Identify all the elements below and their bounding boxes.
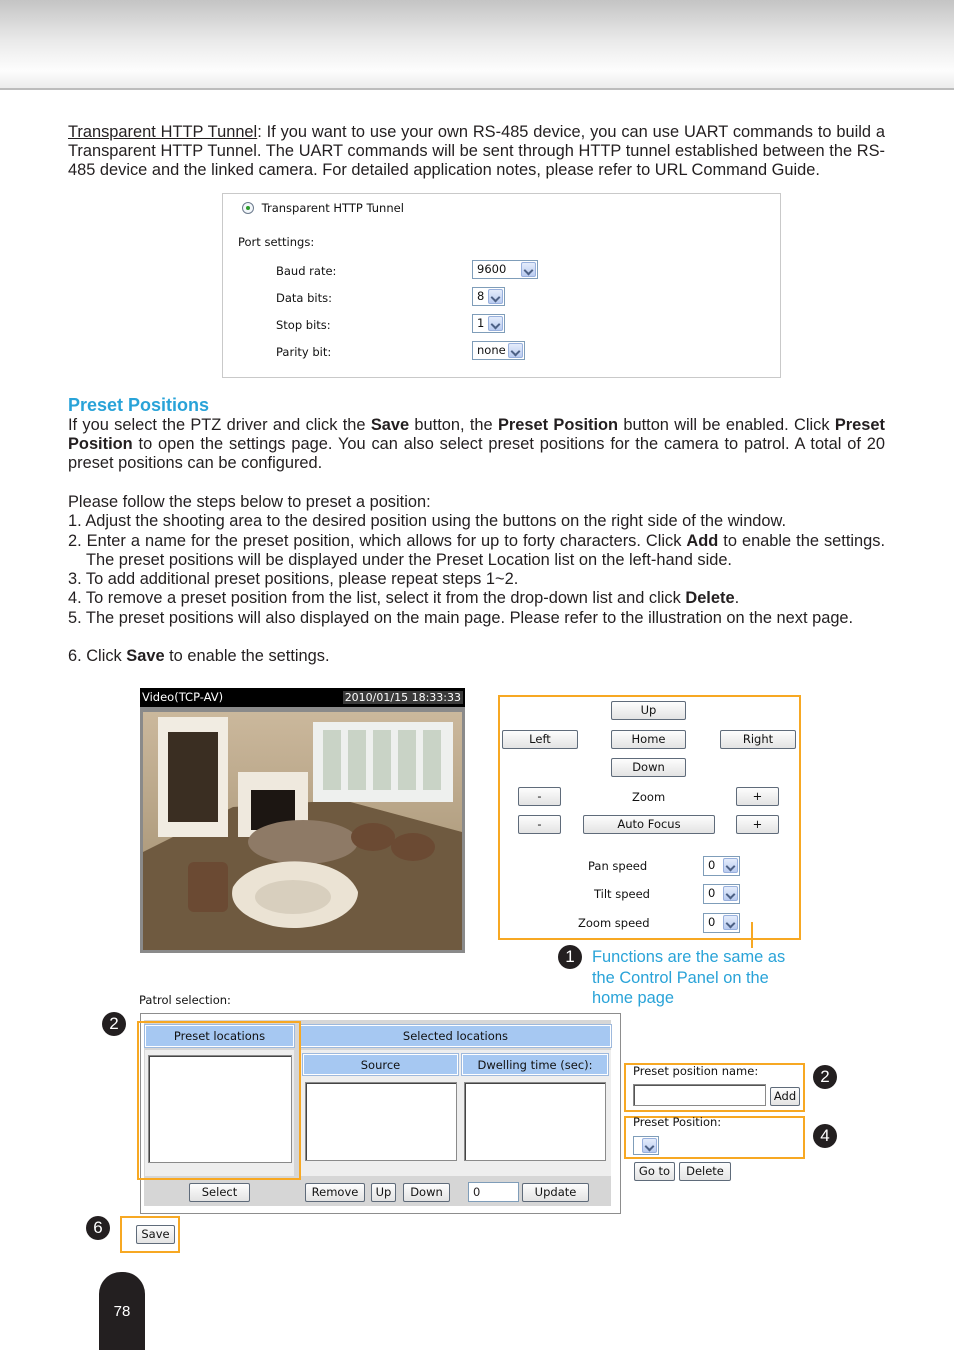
step-2: 2. Enter a name for the preset position, which allows for up to forty characters. Click Add to enable the settings. The preset positions will be displayed under the Preset Location list on the left-hand side.	[68, 532, 885, 570]
chevron-down-icon	[508, 343, 523, 358]
pan-speed-label: Pan speed	[588, 859, 648, 873]
page-header-band	[0, 0, 954, 90]
zoom-in-button[interactable]: +	[736, 787, 779, 806]
preset-name-input[interactable]	[633, 1084, 766, 1106]
remove-button[interactable]: Remove	[305, 1183, 365, 1202]
pan-right-button[interactable]: Right	[720, 730, 796, 749]
pan-up-button[interactable]: Up	[611, 701, 686, 720]
patrol-selection-label: Patrol selection:	[139, 993, 231, 1007]
chevron-down-icon	[723, 858, 738, 873]
auto-focus-button[interactable]: Auto Focus	[583, 815, 715, 834]
preset-locations-highlight	[137, 1021, 301, 1180]
parity-bit-select[interactable]: none	[472, 341, 525, 360]
zoom-speed-select[interactable]: 0	[703, 913, 740, 933]
preset-position-select[interactable]	[633, 1136, 659, 1155]
pan-speed-select[interactable]: 0	[703, 856, 740, 876]
focus-near-button[interactable]: -	[518, 815, 561, 834]
steps-intro: Please follow the steps below to preset a position:	[68, 493, 431, 511]
radio-icon[interactable]	[242, 202, 254, 214]
chevron-down-icon	[521, 262, 536, 277]
callout-number-2-left: 2	[102, 1012, 126, 1036]
callout-leader-line	[751, 922, 753, 948]
select-button[interactable]: Select	[189, 1183, 250, 1202]
home-button[interactable]: Home	[611, 730, 686, 749]
callout-number-2-right: 2	[813, 1065, 837, 1089]
tilt-speed-label: Tilt speed	[594, 887, 650, 901]
dwell-time-input[interactable]: 0	[468, 1182, 519, 1202]
source-list[interactable]	[305, 1082, 457, 1161]
camera-view-image	[143, 712, 462, 950]
dwelling-header: Dwelling time (sec):	[462, 1054, 608, 1075]
parity-bit-label: Parity bit:	[276, 345, 332, 359]
goto-button[interactable]: Go to	[634, 1162, 675, 1181]
delete-button[interactable]: Delete	[679, 1162, 731, 1181]
preset-name-label: Preset position name:	[633, 1064, 759, 1078]
tilt-speed-select[interactable]: 0	[703, 884, 740, 904]
chevron-down-icon	[723, 886, 738, 901]
move-up-button[interactable]: Up	[371, 1183, 396, 1202]
focus-far-button[interactable]: +	[736, 815, 779, 834]
step-6: 6. Click Save to enable the settings.	[68, 647, 330, 665]
video-panel	[140, 688, 465, 953]
tunnel-panel	[222, 193, 781, 378]
preset-locations-header: Preset locations	[145, 1025, 294, 1047]
page-number: 78	[113, 1303, 131, 1320]
zoom-label: Zoom	[632, 790, 666, 804]
chevron-down-icon	[488, 316, 503, 331]
update-button[interactable]: Update	[522, 1183, 589, 1202]
zoom-out-button[interactable]: -	[518, 787, 561, 806]
video-title-bar	[140, 688, 465, 707]
stop-bits-select[interactable]: 1	[472, 314, 505, 333]
data-bits-label: Data bits:	[276, 291, 332, 305]
section-heading: Preset Positions	[68, 395, 210, 415]
pan-left-button[interactable]: Left	[502, 730, 578, 749]
step-1: 1. Adjust the shooting area to the desired position using the buttons on the right side of the window.	[68, 512, 787, 530]
callout-number-1: 1	[558, 945, 582, 969]
chevron-down-icon	[723, 915, 738, 930]
intro-text: : If you want to use your own RS-485 device, you can use UART commands to build a Transparent HTTP Tunnel. The UART commands will be sent through HTTP tunnel established between the RS-485 device and the linked camera. For detailed application notes, please refer to URL Command Guide.	[68, 123, 885, 180]
dwelling-list[interactable]	[464, 1082, 606, 1161]
baud-rate-label: Baud rate:	[276, 264, 337, 278]
intro-link[interactable]: Transparent HTTP Tunnel	[68, 123, 258, 141]
add-button[interactable]: Add	[770, 1087, 800, 1106]
tunnel-radio[interactable]	[242, 201, 404, 215]
stop-bits-label: Stop bits:	[276, 318, 331, 332]
intro-paragraph	[68, 123, 885, 181]
selected-locations-header: Selected locations	[300, 1025, 611, 1047]
preset-position-label: Preset Position:	[633, 1115, 722, 1129]
step-3: 3. To add additional preset positions, please repeat steps 1~2.	[68, 570, 519, 588]
save-button[interactable]: Save	[136, 1225, 175, 1244]
port-settings-label: Port settings:	[238, 235, 315, 249]
callout-note: Functions are the same as the Control Panel on the home page	[592, 948, 786, 1007]
video-title: Video(TCP-AV)	[142, 690, 224, 704]
pan-down-button[interactable]: Down	[611, 758, 686, 777]
chevron-down-icon	[488, 289, 503, 304]
video-timestamp: 2010/01/15 18:33:33	[344, 691, 461, 704]
chevron-down-icon	[642, 1138, 657, 1153]
preset-paragraph: If you select the PTZ driver and click the Save button, the Preset Position button will be enabled. Click Preset Position to open the settings page. You can also select preset positions for the camera to patrol. A total of 20 preset positions can be configured.	[68, 416, 885, 473]
zoom-speed-label: Zoom speed	[578, 916, 650, 930]
step-5: 5. The preset positions will also displayed on the main page. Please refer to the illustration on the next page.	[68, 609, 854, 627]
data-bits-select[interactable]: 8	[472, 287, 505, 306]
step-4: 4. To remove a preset position from the list, select it from the drop-down list and click Delete.	[68, 589, 740, 607]
callout-number-4: 4	[813, 1124, 837, 1148]
radio-label: Transparent HTTP Tunnel	[261, 201, 404, 215]
page-number-tab	[99, 1272, 145, 1350]
move-down-button[interactable]: Down	[403, 1183, 450, 1202]
source-header: Source	[303, 1054, 458, 1075]
baud-rate-select[interactable]: 9600	[472, 260, 538, 279]
callout-number-6: 6	[86, 1216, 110, 1240]
